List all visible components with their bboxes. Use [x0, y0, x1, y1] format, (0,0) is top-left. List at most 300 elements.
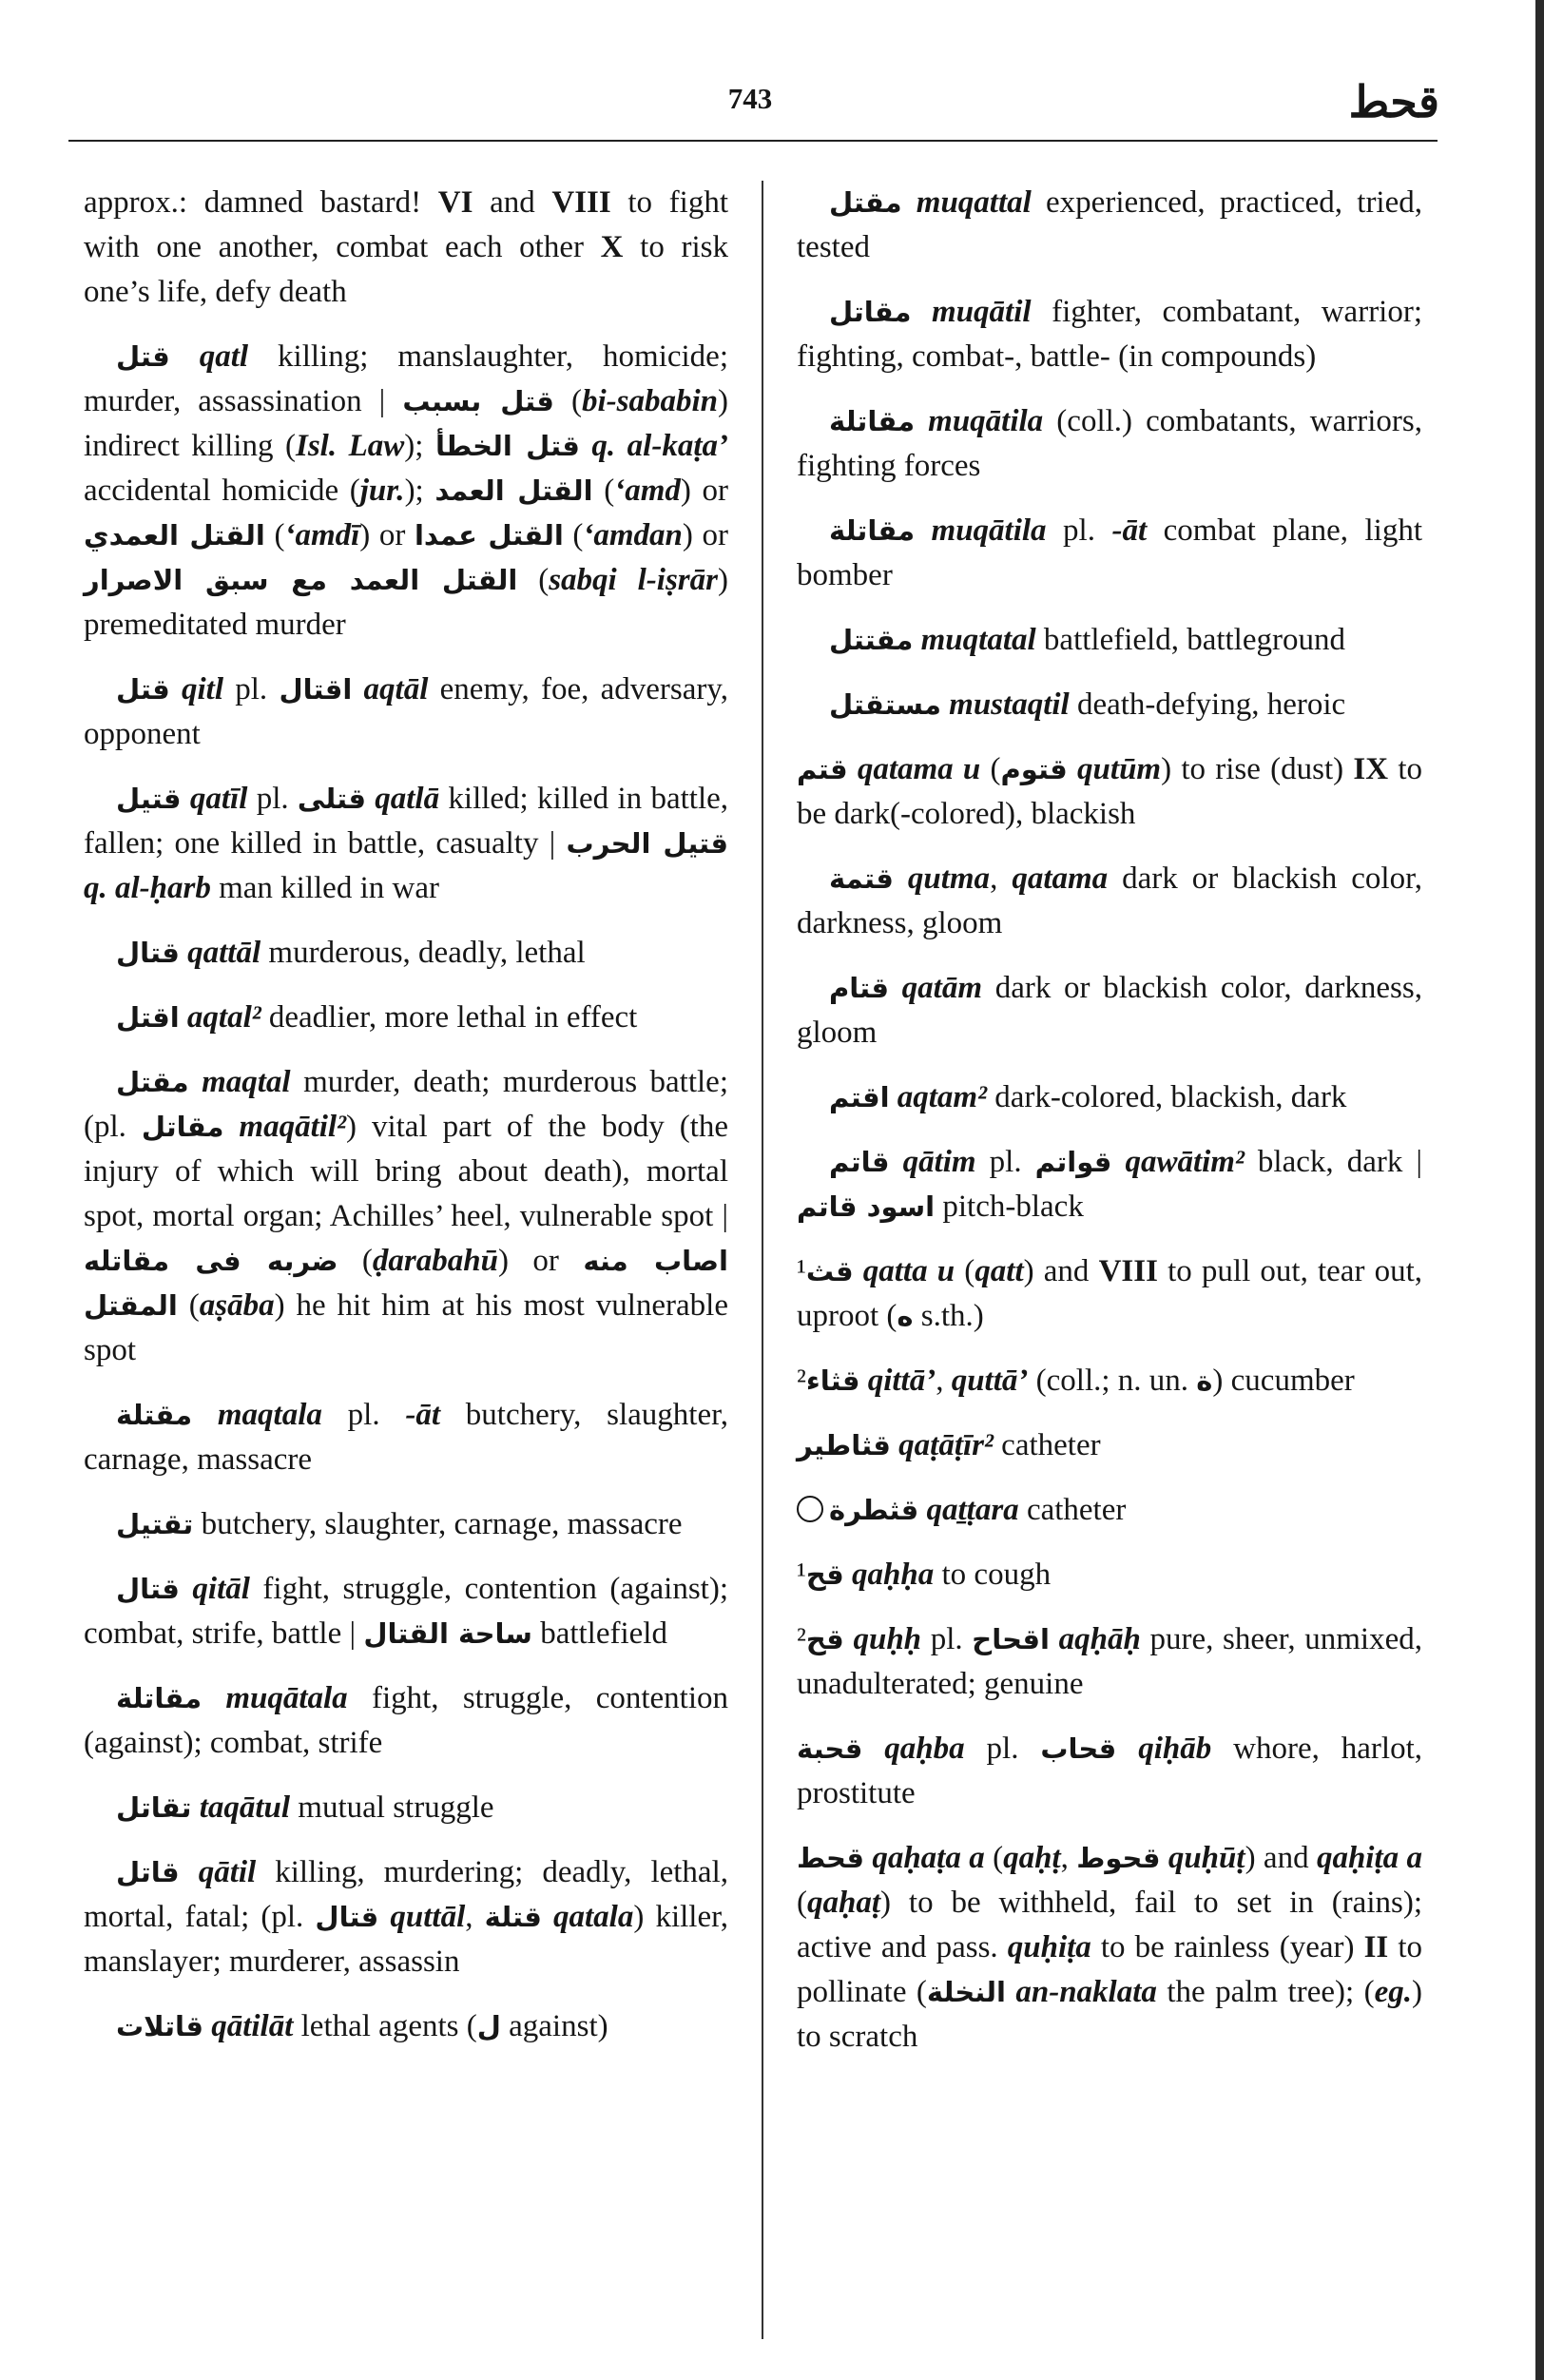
- transliteration: sabqi l-iṣrār: [549, 563, 718, 597]
- dictionary-entry: [84, 181, 728, 315]
- definition-text: against): [500, 2009, 608, 2043]
- definition-text: [1050, 1622, 1059, 1656]
- definition-text: murder, death; murderous battle; (pl.: [84, 1065, 728, 1144]
- transliteration: muqattal: [916, 185, 1032, 220]
- definition-text: dark or blackish color, darkness, gloom: [797, 861, 1422, 940]
- transliteration: maqtal: [202, 1065, 291, 1099]
- arabic-word: قتوم: [1000, 753, 1068, 785]
- arabic-word: ه: [897, 1300, 914, 1332]
- definition-text: battlefield: [531, 1616, 667, 1651]
- definition-text: [902, 185, 917, 220]
- definition-text: ¹: [797, 1558, 806, 1592]
- dictionary-entry: [84, 1060, 728, 1373]
- dictionary-entry: [797, 399, 1422, 489]
- definition-text: [180, 1572, 193, 1606]
- arabic-word: مقتل: [116, 1066, 189, 1098]
- transliteration: jur.: [359, 474, 405, 508]
- dictionary-entry: [797, 747, 1422, 837]
- arabic-word: تقتيل: [116, 1508, 194, 1540]
- definition-text: [1116, 1732, 1138, 1766]
- dictionary-entry: [84, 2004, 728, 2049]
- definition-text: ) to rise (dust): [1161, 752, 1354, 786]
- dictionary-entry: [797, 1488, 1422, 1533]
- transliteration: quttā’: [951, 1364, 1029, 1398]
- definition-text: [912, 295, 933, 329]
- dictionary-entry: [797, 857, 1422, 946]
- definition-text: fight, struggle, contention (against); combat, strife: [84, 1681, 728, 1760]
- transliteration: quḥūṭ: [1168, 1841, 1245, 1875]
- arabic-word: قثاطير: [797, 1429, 891, 1461]
- arabic-word: اصاب منه المقتل: [84, 1245, 728, 1322]
- dictionary-entry: [797, 1359, 1422, 1403]
- definition-text: [894, 861, 908, 896]
- left-column: [84, 181, 728, 2069]
- transliteration: mustaqtil: [949, 687, 1070, 722]
- arabic-word: ة: [1196, 1364, 1213, 1397]
- dictionary-entry: [797, 966, 1422, 1055]
- definition-text: killed; killed in battle, fallen; one killed in battle, casualty |: [84, 782, 729, 861]
- transliteration: qātilāt: [211, 2009, 294, 2043]
- transliteration: ‘amd: [614, 474, 681, 508]
- definition-text: (: [797, 1886, 807, 1920]
- arabic-word: قاتلات: [116, 2010, 203, 2042]
- transliteration: eg.: [1374, 1975, 1412, 2009]
- column-divider: [762, 181, 763, 2339]
- definition-text: [191, 1790, 199, 1825]
- definition-text: ) and: [1023, 1254, 1099, 1288]
- transliteration: qaṭāṭīr²: [898, 1428, 994, 1462]
- definition-text: ) or: [497, 1244, 584, 1278]
- definition-text: black, dark |: [1244, 1145, 1423, 1179]
- definition-text: catheter: [993, 1428, 1101, 1462]
- definition-text: combat plane, light bomber: [797, 513, 1422, 592]
- transliteration: qattāl: [187, 936, 261, 970]
- definition-text: [859, 1364, 867, 1398]
- definition-text: dark-colored, blackish, dark: [987, 1080, 1347, 1114]
- definition-text: (coll.; n. un.: [1028, 1364, 1197, 1398]
- arabic-word: مقاتلة: [829, 405, 916, 437]
- definition-text: to fight with one another, combat each other: [84, 185, 728, 264]
- dictionary-entry: [797, 290, 1422, 379]
- transliteration: aqtam²: [897, 1080, 987, 1114]
- definition-text: pl.: [964, 1732, 1041, 1766]
- definition-text: s.th.): [913, 1299, 984, 1333]
- page-number: 743: [727, 82, 773, 115]
- dictionary-entry: [797, 1553, 1422, 1597]
- definition-text: battlefield, battleground: [1035, 623, 1345, 657]
- definition-text: [854, 1254, 863, 1288]
- dictionary-entry: [797, 618, 1422, 663]
- definition-text: (: [517, 563, 550, 597]
- definition-text: to pull out, tear out, uproot (: [797, 1254, 1423, 1333]
- transliteration: qaḥba: [884, 1732, 965, 1766]
- arabic-word: قثاء: [805, 1364, 860, 1397]
- transliteration: q. al-kaṭa’: [591, 429, 728, 463]
- transliteration: quttāl: [390, 1900, 466, 1934]
- arabic-word: قث: [805, 1255, 854, 1287]
- transliteration: qātil: [198, 1855, 257, 1889]
- definition-text: experienced, practiced, tried, tested: [797, 185, 1422, 264]
- definition-text: accidental homicide (: [84, 474, 360, 508]
- transliteration: quḥḥ: [853, 1622, 922, 1656]
- dictionary-entry: [797, 683, 1422, 727]
- arabic-word: قتال: [116, 937, 180, 969]
- definition-text: (: [264, 518, 285, 552]
- arabic-word: القتل العمدي: [84, 519, 265, 551]
- definition-text: and: [473, 185, 552, 220]
- definition-text: [180, 1855, 199, 1889]
- definition-text: ¹: [797, 1254, 806, 1288]
- transliteration: qitāl: [192, 1572, 250, 1606]
- arabic-word: قتلى: [297, 783, 366, 815]
- definition-text: whore, harlot, prostitute: [797, 1732, 1423, 1810]
- definition-text: [1068, 752, 1077, 786]
- definition-text: to cough: [934, 1558, 1052, 1592]
- definition-text: [170, 672, 182, 706]
- definition-text: [202, 1681, 225, 1715]
- dictionary-entry: [797, 1075, 1422, 1120]
- dictionary-entry: [797, 1423, 1422, 1468]
- transliteration: Isl. Law: [295, 429, 405, 463]
- definition-text: ²: [797, 1622, 806, 1656]
- definition-text: ) and: [1245, 1841, 1317, 1875]
- definition-text: );: [404, 429, 435, 463]
- definition-text: [180, 1000, 187, 1035]
- transliteration: qaḥaṭa: [872, 1841, 961, 1875]
- definition-text: [890, 1145, 903, 1179]
- arabic-word: ضربه فى مقاتله: [84, 1245, 338, 1277]
- transliteration: quḥiṭa: [1007, 1930, 1091, 1964]
- definition-text: ) indirect killing (: [84, 384, 728, 463]
- definition-text: (: [955, 1254, 975, 1288]
- definition-text: ,: [465, 1900, 485, 1934]
- arabic-word: مقاتل: [829, 296, 912, 328]
- dictionary-entry: [797, 1836, 1422, 2060]
- definition-text: fighter, combatant, warrior; fighting, combat-, battle- (in compounds): [797, 295, 1423, 374]
- dictionary-entry: [797, 1249, 1422, 1339]
- definition-text: ²: [797, 1364, 806, 1398]
- transliteration: qātim: [902, 1145, 976, 1179]
- definition-text: dark or blackish color, darkness, gloom: [797, 971, 1422, 1050]
- arabic-word: قاتل: [116, 1856, 180, 1888]
- arabic-word: قتلة: [484, 1901, 542, 1933]
- transliteration: u: [962, 752, 981, 786]
- transliteration: q. al-ḥarb: [84, 871, 211, 905]
- transliteration: qatt: [975, 1254, 1024, 1288]
- arabic-word: القتل العمد: [434, 474, 593, 507]
- arabic-word: اسود قاتم: [797, 1190, 936, 1223]
- arabic-word: قحبة: [797, 1732, 863, 1765]
- dictionary-entry: [797, 1617, 1422, 1707]
- definition-text: killing, murdering; deadly, lethal, mortal, fatal; (pl.: [84, 1855, 728, 1934]
- definition-text: fight, struggle, contention (against); combat, strife, battle |: [84, 1572, 729, 1651]
- transliteration: aqtāl: [363, 672, 429, 706]
- transliteration: qutūm: [1077, 752, 1162, 786]
- definition-text: (: [984, 1841, 1004, 1875]
- transliteration: muqātila: [928, 404, 1044, 438]
- transliteration: qatl: [199, 339, 249, 374]
- definition-text: ,: [1060, 1841, 1077, 1875]
- arabic-word: قتيل: [116, 783, 182, 815]
- dictionary-entry: [84, 1850, 728, 1984]
- arabic-word: قتيل الحرب: [566, 827, 728, 860]
- arabic-word: قتل بسبب: [402, 385, 554, 417]
- definition-text: lethal agents (: [293, 2009, 477, 2043]
- dictionary-entry: [84, 996, 728, 1040]
- transliteration: qaḥiṭa: [1316, 1841, 1399, 1875]
- definition-text: (: [553, 384, 582, 418]
- definition-text: [366, 782, 375, 816]
- transliteration: muqātala: [225, 1681, 348, 1715]
- arabic-word: اقتال: [279, 673, 353, 706]
- definition-text: [170, 339, 200, 374]
- definition-text: pl.: [321, 1398, 406, 1432]
- dictionary-entry: [84, 1502, 728, 1547]
- definition-text: man killed in war: [210, 871, 439, 905]
- definition-text: deadlier, more lethal in effect: [261, 1000, 638, 1035]
- arabic-word: قتل الخطأ: [434, 430, 580, 462]
- dictionary-entry: [797, 1727, 1422, 1816]
- transliteration: qatīl: [189, 782, 248, 816]
- arabic-word: اقحاح: [972, 1623, 1050, 1655]
- definition-text: ) or: [359, 518, 415, 552]
- verb-form-marker: VIII: [551, 185, 611, 220]
- verb-form-marker: IX: [1353, 752, 1389, 786]
- arabic-word: اقتم: [829, 1081, 890, 1113]
- definition-text: ) vital part of the body (the injury of which will bring about death), mortal spot, mortal organ; Achilles’ heel, vulnerable spot |: [84, 1110, 728, 1233]
- definition-text: ) cucumber: [1212, 1364, 1355, 1398]
- definition-text: pure, sheer, unmixed, unadulterated; genuine: [797, 1622, 1422, 1701]
- verb-form-marker: X: [600, 230, 624, 264]
- definition-text: to be rainless (year): [1090, 1930, 1364, 1964]
- arabic-word: مقتتل: [829, 624, 914, 656]
- definition-text: (: [592, 474, 615, 508]
- definition-text: );: [404, 474, 435, 508]
- definition-text: death-defying, heroic: [1069, 687, 1346, 722]
- transliteration: maqtala: [217, 1398, 322, 1432]
- definition-text: to pollinate (: [797, 1930, 1422, 2009]
- arabic-word: قثطرة: [829, 1494, 919, 1526]
- definition-text: ) or: [682, 518, 728, 552]
- transliteration: a: [1406, 1841, 1423, 1875]
- transliteration: qatām: [901, 971, 983, 1005]
- transliteration: muqātil: [932, 295, 1032, 329]
- arabic-word: مقتل: [829, 186, 902, 219]
- transliteration: qittā’: [867, 1364, 936, 1398]
- definition-text: butchery, slaughter, carnage, massacre: [193, 1507, 683, 1541]
- right-column: [797, 181, 1422, 2080]
- definition-text: [192, 1398, 218, 1432]
- dictionary-entry: [84, 335, 728, 648]
- arabic-word: مقاتل: [141, 1111, 224, 1143]
- transliteration: aṣāba: [199, 1288, 275, 1323]
- definition-text: [918, 1493, 926, 1527]
- definition-text: to risk one’s life, defy death: [84, 230, 729, 309]
- arabic-word: قتام: [829, 972, 889, 1004]
- definition-text: ) to scratch: [797, 1975, 1422, 2054]
- transliteration: maqātil²: [239, 1110, 346, 1144]
- definition-text: [848, 752, 858, 786]
- transliteration: -āt: [405, 1398, 441, 1432]
- transliteration: aqḥāḥ: [1058, 1622, 1141, 1656]
- transliteration: qaḥṭ: [1003, 1841, 1061, 1875]
- definition-text: [352, 672, 363, 706]
- transliteration: u: [936, 1254, 955, 1288]
- transliteration: ḍarabahū: [372, 1244, 498, 1278]
- transliteration: -āt: [1111, 513, 1148, 548]
- definition-text: enemy, foe, adversary, opponent: [84, 672, 729, 751]
- dictionary-entry: [797, 509, 1422, 598]
- arabic-word: قح: [805, 1558, 844, 1591]
- definition-text: the palm tree); (: [1156, 1975, 1375, 2009]
- definition-text: murderous, deadly, lethal: [261, 936, 586, 970]
- dictionary-entry: [84, 668, 728, 757]
- definition-text: (: [980, 752, 1001, 786]
- arabic-word: قاتم: [829, 1146, 890, 1178]
- definition-text: pl.: [223, 672, 280, 706]
- verb-form-marker: II: [1363, 1930, 1389, 1964]
- arabic-word: قتال: [116, 1573, 180, 1605]
- arabic-word: القتل عمدا: [414, 519, 564, 551]
- definition-text: [580, 429, 592, 463]
- definition-text: [928, 1254, 937, 1288]
- verb-form-marker: VI: [437, 185, 473, 220]
- definition-text: ,: [990, 861, 1013, 896]
- definition-text: [844, 1558, 852, 1592]
- transliteration: qatama: [1012, 861, 1109, 896]
- arabic-word: مقاتلة: [829, 514, 916, 547]
- definition-text: [223, 1110, 239, 1144]
- definition-text: ) or: [680, 474, 728, 508]
- definition-text: ) premeditated murder: [84, 563, 728, 642]
- dictionary-entry: [84, 1393, 728, 1482]
- definition-text: [915, 404, 928, 438]
- transliteration: qatama: [857, 752, 954, 786]
- definition-text: [189, 1065, 203, 1099]
- dictionary-entry: [84, 1567, 728, 1656]
- definition-text: ,: [936, 1364, 952, 1398]
- definition-text: pl.: [1046, 513, 1112, 548]
- definition-text: [1160, 1841, 1168, 1875]
- header-rule: [68, 140, 1438, 142]
- definition-text: [913, 623, 920, 657]
- arabic-word: ل: [476, 2010, 501, 2042]
- transliteration: qaṯṭara: [926, 1493, 1019, 1527]
- arabic-word: مقاتلة: [116, 1682, 203, 1714]
- arabic-word: قتل: [116, 340, 170, 373]
- definition-text: [378, 1900, 390, 1934]
- scan-edge: [1535, 0, 1544, 2380]
- definition-text: approx.: damned bastard!: [84, 185, 438, 220]
- definition-text: [203, 2009, 211, 2043]
- definition-text: pitch-black: [935, 1190, 1084, 1224]
- definition-text: [941, 687, 949, 722]
- definition-text: (: [177, 1288, 200, 1323]
- dictionary-entry: [797, 1140, 1422, 1229]
- transliteration: aqtal²: [186, 1000, 261, 1035]
- definition-text: [954, 752, 963, 786]
- definition-text: [891, 1428, 898, 1462]
- arabic-word: قواتم: [1034, 1146, 1112, 1178]
- arabic-word: مستقتل: [829, 688, 941, 721]
- arabic-word: النخلة: [926, 1976, 1006, 2008]
- definition-text: [180, 936, 187, 970]
- transliteration: qaḥḥa: [852, 1558, 935, 1592]
- definition-text: [915, 513, 932, 548]
- definition-text: ) killer, manslayer; murderer, assassin: [84, 1900, 729, 1979]
- definition-text: ) to be withheld, fail to set in (rains); active and pass.: [797, 1886, 1422, 1964]
- arabic-word: قحاب: [1040, 1732, 1117, 1765]
- transliteration: qawātim²: [1125, 1145, 1245, 1179]
- verb-form-marker: VIII: [1098, 1254, 1158, 1288]
- transliteration: qatta: [862, 1254, 928, 1288]
- definition-text: [1006, 1975, 1015, 2009]
- arabic-word: القتل العمد مع سبق الاصرار: [84, 564, 518, 596]
- arabic-word: تقاتل: [116, 1791, 192, 1824]
- arabic-word: اقتل: [116, 1001, 180, 1034]
- transliteration: muqtatal: [920, 623, 1036, 657]
- dictionary-entry: [797, 181, 1422, 270]
- transliteration: qatala: [553, 1900, 634, 1934]
- transliteration: a: [969, 1841, 985, 1875]
- transliteration: qaḥaṭ: [807, 1886, 881, 1920]
- definition-text: catheter: [1018, 1493, 1127, 1527]
- definition-text: [542, 1900, 553, 1934]
- dictionary-entry: [84, 1676, 728, 1766]
- definition-text: [961, 1841, 969, 1875]
- arabic-word: قحوط: [1076, 1842, 1161, 1874]
- transliteration: qatlā: [375, 782, 440, 816]
- dictionary-entry: [84, 1786, 728, 1830]
- transliteration: muqātila: [931, 513, 1047, 548]
- definition-text: to be dark(-colored), blackish: [797, 752, 1422, 831]
- definition-text: pl.: [975, 1145, 1035, 1179]
- definition-text: butchery, slaughter, carnage, massacre: [84, 1398, 729, 1477]
- arabic-word: مقتلة: [116, 1399, 193, 1431]
- arabic-word: قتم: [797, 753, 848, 785]
- definition-text: ) he hit him at his most vulnerable spot: [84, 1288, 728, 1367]
- running-headword: قحط: [1348, 78, 1439, 126]
- definition-text: pl.: [247, 782, 298, 816]
- arabic-word: قحط: [797, 1842, 864, 1874]
- transliteration: qutma: [907, 861, 991, 896]
- transliteration: qiḥāb: [1138, 1732, 1212, 1766]
- definition-text: [182, 782, 190, 816]
- definition-text: (: [338, 1244, 373, 1278]
- definition-text: [889, 971, 902, 1005]
- arabic-word: قتل: [116, 673, 170, 706]
- transliteration: taqātul: [199, 1790, 291, 1825]
- arabic-word: قح: [805, 1623, 844, 1655]
- transliteration: ‘amdī: [284, 518, 360, 552]
- definition-text: (coll.) combatants, warriors, fighting forces: [797, 404, 1422, 483]
- arabic-word: قتال: [315, 1901, 379, 1933]
- definition-text: [1399, 1841, 1406, 1875]
- arabic-word: قتمة: [829, 862, 894, 895]
- definition-text: killing; manslaughter, homicide; murder, assassination |: [84, 339, 728, 418]
- transliteration: ‘amdan: [583, 518, 683, 552]
- transliteration: an-naklata: [1015, 1975, 1157, 2009]
- new-word-circle-icon: [797, 1496, 823, 1522]
- arabic-word: ساحة القتال: [363, 1617, 532, 1650]
- dictionary-entry: [84, 931, 728, 976]
- definition-text: pl.: [921, 1622, 973, 1656]
- definition-text: [1111, 1145, 1125, 1179]
- definition-text: mutual struggle: [290, 1790, 494, 1825]
- definition-text: [862, 1732, 884, 1766]
- definition-text: (: [563, 518, 584, 552]
- transliteration: bi-sababin: [581, 384, 718, 418]
